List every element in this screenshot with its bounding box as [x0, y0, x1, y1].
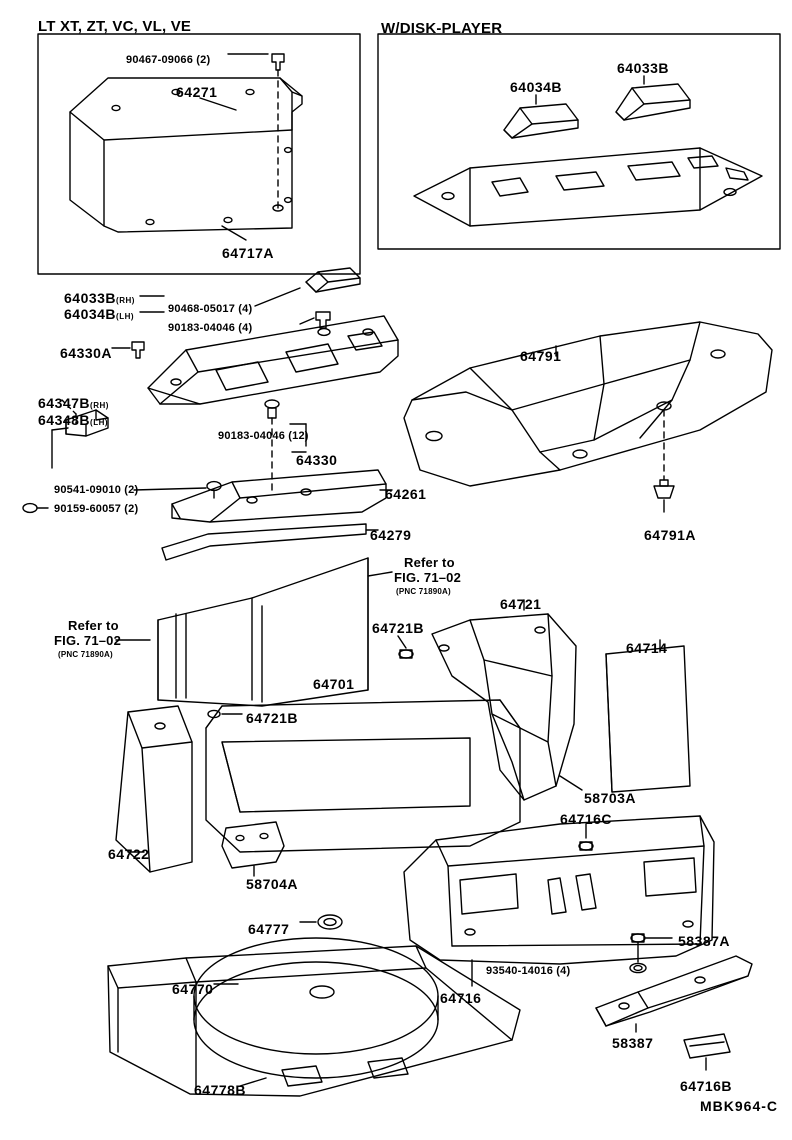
panel-disk-border [378, 34, 780, 249]
part-label-64279: 64279 [370, 527, 412, 543]
part-label-58387: 58387 [612, 1035, 654, 1051]
part-label-64701: 64701 [313, 676, 355, 692]
refer-note-2-line2: FIG. 71–02 [54, 633, 122, 648]
part-label-90541-09010: 90541-09010 (2) [54, 484, 139, 496]
part-label-58703A: 58703A [584, 790, 637, 806]
refer-note-1-pnc: (PNC 71890A) [396, 587, 451, 596]
part-label-64778B: 64778B [194, 1082, 247, 1098]
part-label-58704A: 58704A [246, 876, 299, 892]
part-label-64716B: 64716B [680, 1078, 733, 1094]
part-label-64330: 64330 [296, 452, 338, 468]
part-label-64717A: 64717A [222, 245, 275, 261]
sheet-code: MBK964-C [700, 1098, 779, 1114]
part-label-90183-04046-4: 90183-04046 (4) [168, 322, 253, 334]
part-label-64722: 64722 [108, 846, 150, 862]
panel-lt-title: LT XT, ZT, VC, VL, VE [38, 18, 192, 35]
part-label-90468-05017: 90468-05017 (4) [168, 303, 253, 315]
part-label-64770: 64770 [172, 981, 214, 997]
part-label-90183-04046-12: 90183-04046 (12) [218, 430, 309, 442]
part-label-64721: 64721 [500, 596, 542, 612]
part-label-64777: 64777 [248, 921, 290, 937]
part-label-58387A: 58387A [678, 933, 731, 949]
part-label-64034B: 64034B(LH) [64, 306, 135, 322]
part-label-90467-09066: 90467-09066 (2) [126, 54, 211, 66]
refer-note-1-line2: FIG. 71–02 [394, 570, 462, 585]
refer-note-2-line1: Refer to [68, 618, 119, 633]
part-label-64716C: 64716C [560, 811, 613, 827]
part-label-64034B-disk: 64034B [510, 79, 563, 95]
part-label-64714: 64714 [626, 640, 668, 656]
part-label-64261: 64261 [385, 486, 427, 502]
part-label-64721B-upper: 64721B [372, 620, 425, 636]
part-label-64347B: 64347B(RH) [38, 395, 109, 411]
panel-lt-border [38, 34, 360, 274]
part-label-90159-60057: 90159-60057 (2) [54, 503, 139, 515]
refer-note-1-line1: Refer to [404, 555, 455, 570]
part-label-64791: 64791 [520, 348, 562, 364]
part-label-64791A: 64791A [644, 527, 697, 543]
part-label-64271: 64271 [176, 84, 218, 100]
part-label-64033B-disk: 64033B [617, 60, 670, 76]
part-label-93540-14016: 93540-14016 (4) [486, 965, 571, 977]
refer-note-2-pnc: (PNC 71890A) [58, 650, 113, 659]
panel-disk-title: W/DISK-PLAYER [381, 20, 503, 37]
part-label-64330A: 64330A [60, 345, 113, 361]
part-label-64033B: 64033B(RH) [64, 290, 135, 306]
part-label-64721B-lower: 64721B [246, 710, 299, 726]
part-label-64348B: 64348B(LH) [38, 412, 109, 428]
part-label-64716: 64716 [440, 990, 482, 1006]
